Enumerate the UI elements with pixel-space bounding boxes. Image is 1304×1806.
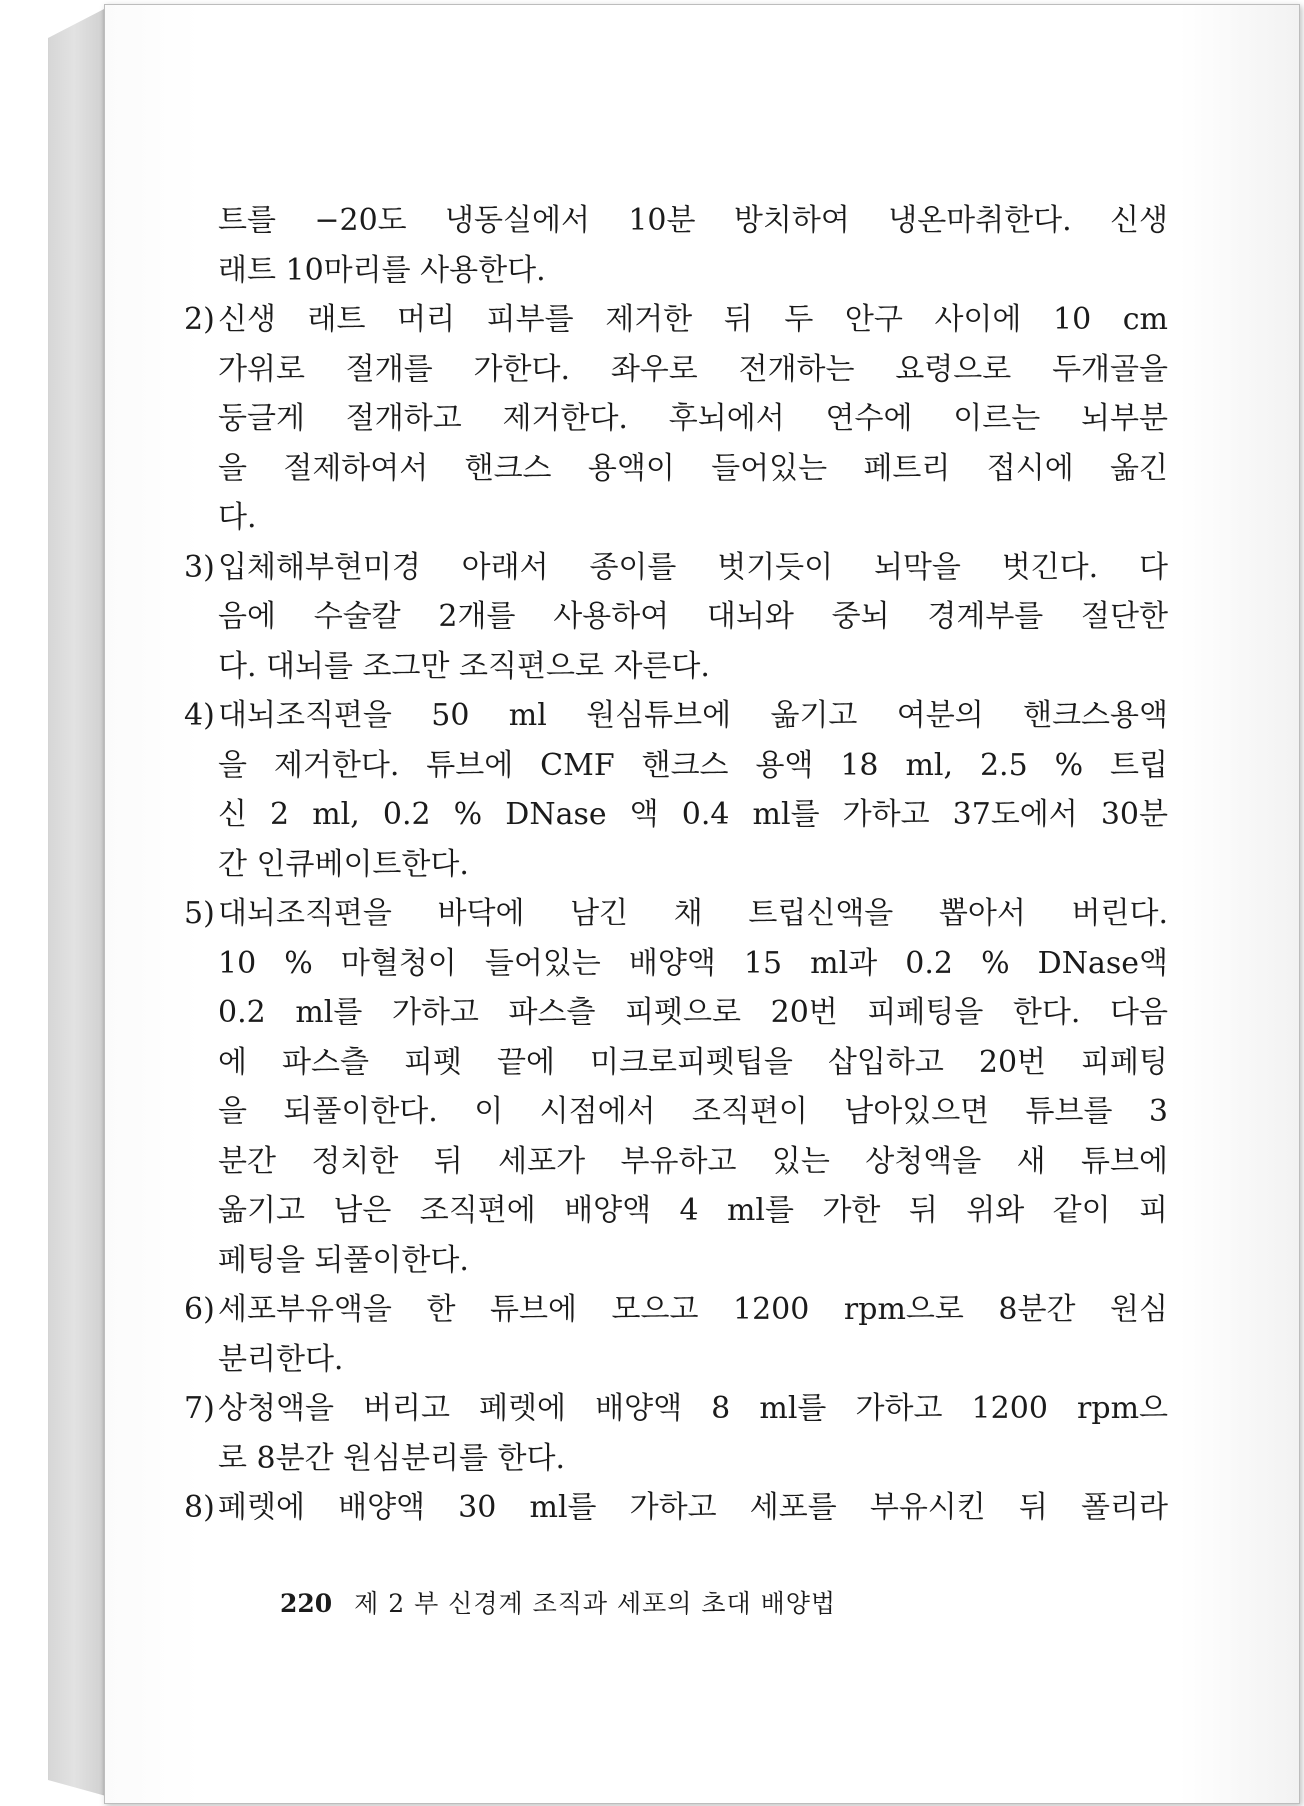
procedure-text [184, 196, 1168, 1533]
text-line: 신생 래트 머리 피부를 제거한 뒤 두 안구 사이에 10 cm [218, 302, 1168, 337]
text-line: 10 % 마혈청이 들어있는 배양액 15 ml과 0.2 % DNase액 [218, 945, 1168, 981]
text-line: 0.2 ml를 가하고 파스츨 피펫으로 20번 피페팅을 한다. 다음 [218, 995, 1168, 1030]
step-4 [184, 691, 1168, 889]
text-line: 간 인큐베이트한다. [218, 846, 469, 882]
text-line: 래트 10마리를 사용한다. [218, 252, 546, 288]
text-line: 다. [218, 500, 257, 535]
step-number: 5) [184, 896, 215, 931]
text-line: 음에 수술칼 2개를 사용하여 대뇌와 중뇌 경계부를 절단한 [218, 599, 1168, 634]
text-line: 둥글게 절개하고 제거한다. 후뇌에서 연수에 이르는 뇌부분 [218, 401, 1168, 436]
step-6 [184, 1285, 1168, 1384]
step-number: 4) [184, 698, 215, 733]
text-line: 신 2 ml, 0.2 % DNase 액 0.4 ml를 가하고 37도에서 30분 [218, 797, 1168, 832]
step-number: 2) [184, 302, 215, 337]
text-line: 세포부유액을 한 튜브에 모으고 1200 rpm으로 8분간 원심 [218, 1292, 1168, 1327]
text-line: 을 되풀이한다. 이 시점에서 조직편이 남아있으면 튜브를 3 [218, 1094, 1168, 1129]
text-line: 대뇌조직편을 바닥에 남긴 채 트립신액을 뽑아서 버린다. [218, 896, 1168, 931]
text-line: 을 제거한다. 튜브에 CMF 핸크스 용액 18 ml, 2.5 % 트립 [218, 747, 1168, 783]
text-line: 옮기고 남은 조직편에 배양액 4 ml를 가한 뒤 위와 같이 피 [218, 1193, 1168, 1228]
page-number: 220 [280, 1589, 333, 1618]
text-line: 페렛에 배양액 30 ml를 가하고 세포를 부유시킨 뒤 폴리라 [218, 1490, 1168, 1525]
text-line: 을 절제하여서 핸크스 용액이 들어있는 페트리 접시에 옮긴 [218, 450, 1168, 486]
text-line: 가위로 절개를 가한다. 좌우로 전개하는 요령으로 두개골을 [218, 351, 1168, 387]
text-line: 트를 −20도 냉동실에서 10분 방치하여 냉온마취한다. 신생 [218, 203, 1168, 238]
text-line: 다. 대뇌를 조그만 조직편으로 자른다. [218, 648, 710, 684]
page-footer [280, 1584, 836, 1620]
running-title: 제 2 부 신경계 조직과 세포의 초대 배양법 [354, 1589, 837, 1618]
text-line: 대뇌조직편을 50 ml 원심튜브에 옮기고 여분의 핸크스용액 [218, 698, 1168, 733]
step-number: 3) [184, 549, 215, 585]
continued-paragraph [184, 196, 1168, 295]
step-number: 8) [184, 1490, 215, 1525]
text-line: 페팅을 되풀이한다. [218, 1242, 469, 1278]
step-number: 6) [184, 1292, 215, 1327]
text-line: 로 8분간 원심분리를 한다. [218, 1440, 566, 1476]
text-line: 입체해부현미경 아래서 종이를 벗기듯이 뇌막을 벗긴다. 다 [218, 549, 1168, 585]
step-7 [184, 1384, 1168, 1483]
book-page-edge [48, 8, 106, 1796]
step-number: 7) [184, 1391, 215, 1426]
step-2 [184, 295, 1168, 543]
step-8 [184, 1483, 1168, 1533]
text-line: 에 파스츨 피펫 끝에 미크로피펫팁을 삽입하고 20번 피페팅 [218, 1044, 1168, 1080]
text-line: 상청액을 버리고 페렛에 배양액 8 ml를 가하고 1200 rpm으 [218, 1391, 1168, 1426]
text-line: 분간 정치한 뒤 세포가 부유하고 있는 상청액을 새 튜브에 [218, 1143, 1168, 1179]
text-line: 분리한다. [218, 1341, 344, 1377]
step-5 [184, 889, 1168, 1285]
step-3 [184, 543, 1168, 692]
